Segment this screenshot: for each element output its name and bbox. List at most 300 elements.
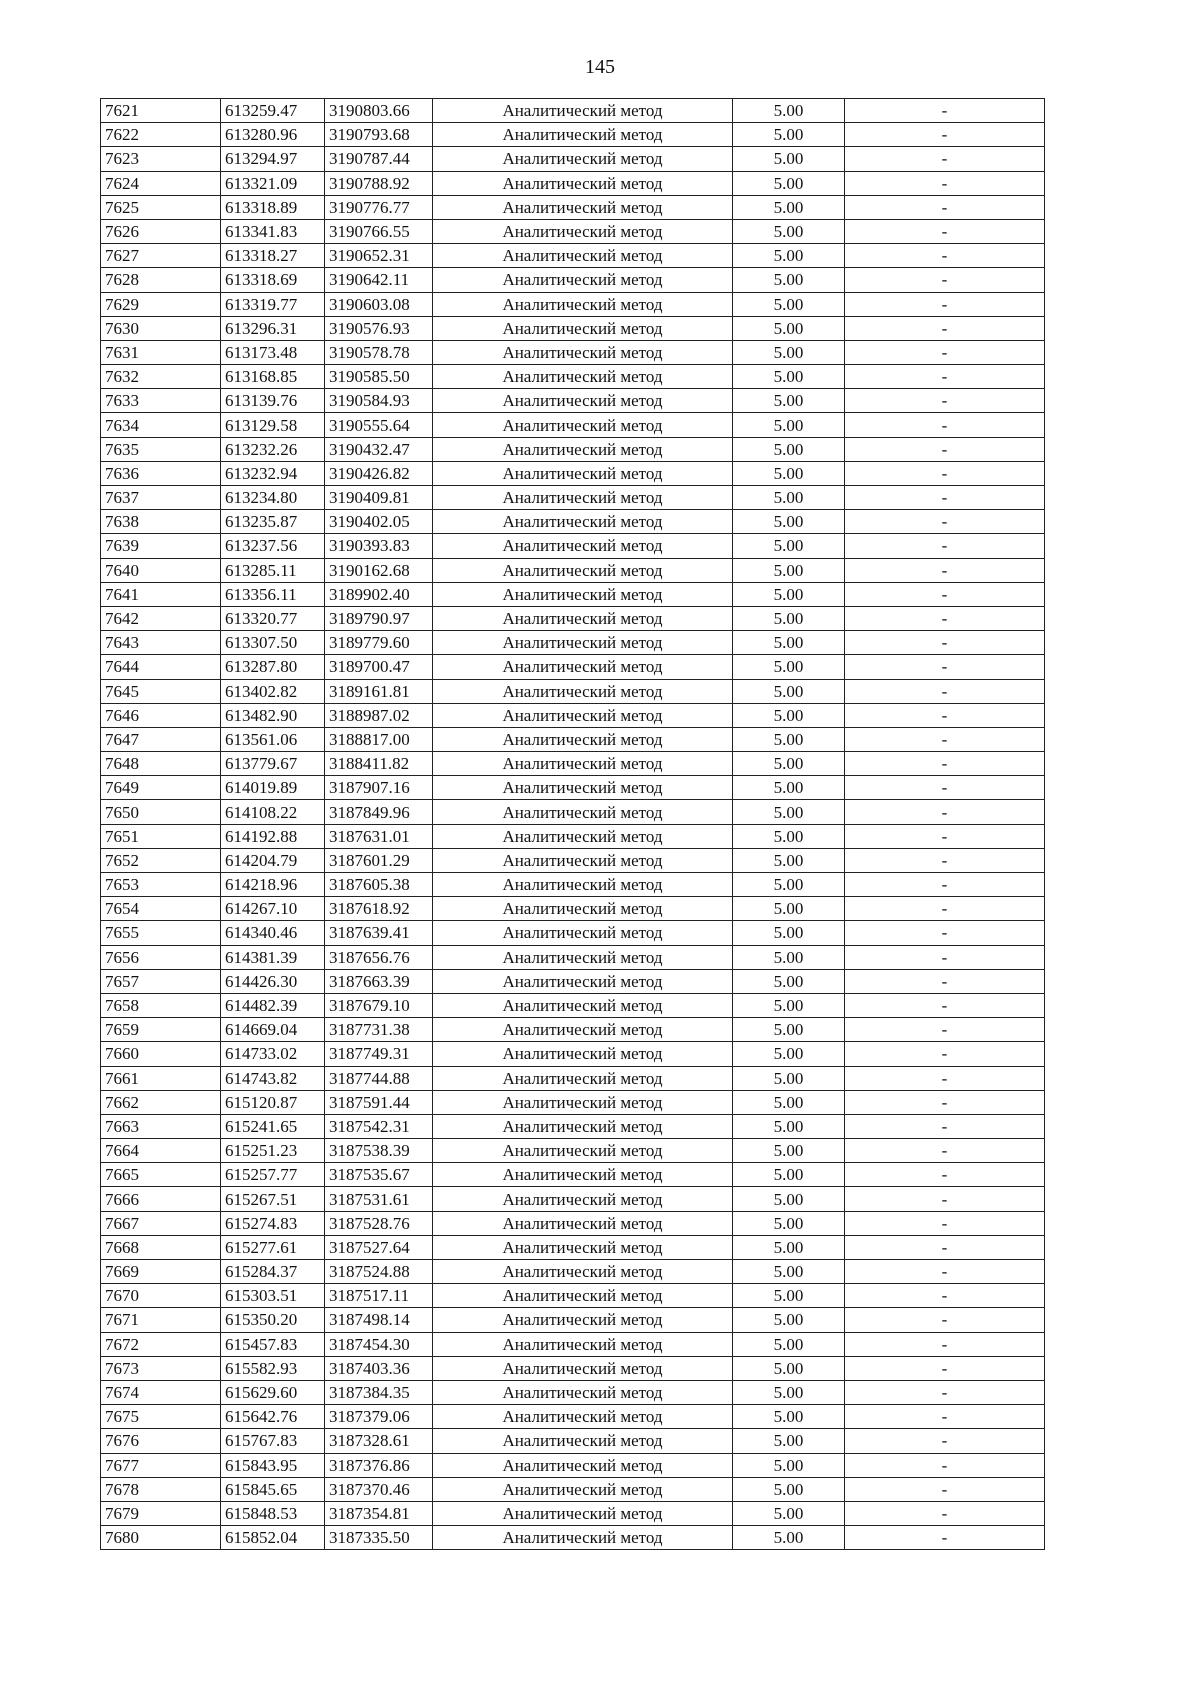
accuracy-cell: 5.00 (733, 219, 845, 243)
x-coordinate-cell: 615843.95 (221, 1453, 325, 1477)
method-cell: Аналитический метод (433, 1139, 733, 1163)
x-coordinate-cell: 613168.85 (221, 365, 325, 389)
y-coordinate-cell: 3187731.38 (325, 1018, 433, 1042)
x-coordinate-cell: 613232.94 (221, 461, 325, 485)
x-coordinate-cell: 615277.61 (221, 1235, 325, 1259)
accuracy-cell: 5.00 (733, 268, 845, 292)
y-coordinate-cell: 3190788.92 (325, 171, 433, 195)
accuracy-cell: 5.00 (733, 1477, 845, 1501)
point-number-cell: 7651 (101, 824, 221, 848)
x-coordinate-cell: 613237.56 (221, 534, 325, 558)
table-row (101, 703, 1045, 727)
x-coordinate-cell: 613402.82 (221, 679, 325, 703)
accuracy-cell: 5.00 (733, 437, 845, 461)
accuracy-cell: 5.00 (733, 171, 845, 195)
note-cell: - (845, 1429, 1045, 1453)
table-row (101, 1235, 1045, 1259)
table-row (101, 1187, 1045, 1211)
note-cell: - (845, 558, 1045, 582)
accuracy-cell: 5.00 (733, 1356, 845, 1380)
table-row (101, 316, 1045, 340)
y-coordinate-cell: 3187679.10 (325, 993, 433, 1017)
point-number-cell: 7668 (101, 1235, 221, 1259)
table-row (101, 776, 1045, 800)
y-coordinate-cell: 3189902.40 (325, 582, 433, 606)
x-coordinate-cell: 613320.77 (221, 606, 325, 630)
point-number-cell: 7636 (101, 461, 221, 485)
table-row (101, 1453, 1045, 1477)
accuracy-cell: 5.00 (733, 727, 845, 751)
table-row (101, 292, 1045, 316)
note-cell: - (845, 873, 1045, 897)
table-row (101, 873, 1045, 897)
x-coordinate-cell: 614743.82 (221, 1066, 325, 1090)
note-cell: - (845, 1405, 1045, 1429)
point-number-cell: 7629 (101, 292, 221, 316)
point-number-cell: 7630 (101, 316, 221, 340)
accuracy-cell: 5.00 (733, 340, 845, 364)
x-coordinate-cell: 614340.46 (221, 921, 325, 945)
method-cell: Аналитический метод (433, 558, 733, 582)
point-number-cell: 7639 (101, 534, 221, 558)
accuracy-cell: 5.00 (733, 365, 845, 389)
x-coordinate-cell: 614204.79 (221, 848, 325, 872)
table-row (101, 1018, 1045, 1042)
accuracy-cell: 5.00 (733, 1501, 845, 1525)
method-cell: Аналитический метод (433, 486, 733, 510)
point-number-cell: 7622 (101, 123, 221, 147)
x-coordinate-cell: 614426.30 (221, 969, 325, 993)
accuracy-cell: 5.00 (733, 848, 845, 872)
method-cell: Аналитический метод (433, 340, 733, 364)
method-cell: Аналитический метод (433, 582, 733, 606)
y-coordinate-cell: 3190642.11 (325, 268, 433, 292)
y-coordinate-cell: 3189779.60 (325, 631, 433, 655)
note-cell: - (845, 510, 1045, 534)
x-coordinate-cell: 613318.27 (221, 244, 325, 268)
point-number-cell: 7645 (101, 679, 221, 703)
x-coordinate-cell: 615274.83 (221, 1211, 325, 1235)
method-cell: Аналитический метод (433, 1356, 733, 1380)
point-number-cell: 7640 (101, 558, 221, 582)
x-coordinate-cell: 614482.39 (221, 993, 325, 1017)
point-number-cell: 7635 (101, 437, 221, 461)
point-number-cell: 7638 (101, 510, 221, 534)
x-coordinate-cell: 613318.69 (221, 268, 325, 292)
x-coordinate-cell: 615257.77 (221, 1163, 325, 1187)
method-cell: Аналитический метод (433, 292, 733, 316)
y-coordinate-cell: 3187370.46 (325, 1477, 433, 1501)
y-coordinate-cell: 3187528.76 (325, 1211, 433, 1235)
point-number-cell: 7657 (101, 969, 221, 993)
y-coordinate-cell: 3188987.02 (325, 703, 433, 727)
point-number-cell: 7670 (101, 1284, 221, 1308)
table-row (101, 147, 1045, 171)
table-row (101, 945, 1045, 969)
note-cell: - (845, 268, 1045, 292)
note-cell: - (845, 1139, 1045, 1163)
x-coordinate-cell: 615267.51 (221, 1187, 325, 1211)
x-coordinate-cell: 615848.53 (221, 1501, 325, 1525)
x-coordinate-cell: 614267.10 (221, 897, 325, 921)
accuracy-cell: 5.00 (733, 752, 845, 776)
y-coordinate-cell: 3187524.88 (325, 1260, 433, 1284)
table-row (101, 848, 1045, 872)
note-cell: - (845, 534, 1045, 558)
point-number-cell: 7654 (101, 897, 221, 921)
x-coordinate-cell: 615767.83 (221, 1429, 325, 1453)
y-coordinate-cell: 3190555.64 (325, 413, 433, 437)
point-number-cell: 7626 (101, 219, 221, 243)
x-coordinate-cell: 615284.37 (221, 1260, 325, 1284)
method-cell: Аналитический метод (433, 848, 733, 872)
table-row (101, 1429, 1045, 1453)
x-coordinate-cell: 613129.58 (221, 413, 325, 437)
method-cell: Аналитический метод (433, 897, 733, 921)
point-number-cell: 7643 (101, 631, 221, 655)
note-cell: - (845, 848, 1045, 872)
point-number-cell: 7649 (101, 776, 221, 800)
y-coordinate-cell: 3190426.82 (325, 461, 433, 485)
note-cell: - (845, 365, 1045, 389)
y-coordinate-cell: 3187531.61 (325, 1187, 433, 1211)
method-cell: Аналитический метод (433, 1260, 733, 1284)
y-coordinate-cell: 3187535.67 (325, 1163, 433, 1187)
x-coordinate-cell: 613561.06 (221, 727, 325, 751)
method-cell: Аналитический метод (433, 171, 733, 195)
note-cell: - (845, 1356, 1045, 1380)
table-row (101, 921, 1045, 945)
table-row (101, 631, 1045, 655)
accuracy-cell: 5.00 (733, 195, 845, 219)
accuracy-cell: 5.00 (733, 1284, 845, 1308)
accuracy-cell: 5.00 (733, 582, 845, 606)
point-number-cell: 7667 (101, 1211, 221, 1235)
note-cell: - (845, 655, 1045, 679)
accuracy-cell: 5.00 (733, 1405, 845, 1429)
x-coordinate-cell: 615251.23 (221, 1139, 325, 1163)
y-coordinate-cell: 3190584.93 (325, 389, 433, 413)
table-row (101, 969, 1045, 993)
note-cell: - (845, 1526, 1045, 1550)
note-cell: - (845, 195, 1045, 219)
method-cell: Аналитический метод (433, 316, 733, 340)
accuracy-cell: 5.00 (733, 413, 845, 437)
y-coordinate-cell: 3190578.78 (325, 340, 433, 364)
accuracy-cell: 5.00 (733, 1235, 845, 1259)
method-cell: Аналитический метод (433, 510, 733, 534)
method-cell: Аналитический метод (433, 1211, 733, 1235)
coordinates-table (100, 98, 1045, 1550)
method-cell: Аналитический метод (433, 1284, 733, 1308)
y-coordinate-cell: 3187618.92 (325, 897, 433, 921)
table-row (101, 1163, 1045, 1187)
table-row (101, 993, 1045, 1017)
y-coordinate-cell: 3187744.88 (325, 1066, 433, 1090)
method-cell: Аналитический метод (433, 99, 733, 123)
table-row (101, 1405, 1045, 1429)
method-cell: Аналитический метод (433, 1163, 733, 1187)
x-coordinate-cell: 614733.02 (221, 1042, 325, 1066)
accuracy-cell: 5.00 (733, 655, 845, 679)
x-coordinate-cell: 615642.76 (221, 1405, 325, 1429)
point-number-cell: 7646 (101, 703, 221, 727)
y-coordinate-cell: 3188817.00 (325, 727, 433, 751)
table-row (101, 897, 1045, 921)
accuracy-cell: 5.00 (733, 1429, 845, 1453)
table-row (101, 437, 1045, 461)
point-number-cell: 7642 (101, 606, 221, 630)
y-coordinate-cell: 3187591.44 (325, 1090, 433, 1114)
note-cell: - (845, 800, 1045, 824)
accuracy-cell: 5.00 (733, 897, 845, 921)
note-cell: - (845, 1187, 1045, 1211)
y-coordinate-cell: 3187605.38 (325, 873, 433, 897)
point-number-cell: 7621 (101, 99, 221, 123)
table-row (101, 752, 1045, 776)
method-cell: Аналитический метод (433, 389, 733, 413)
y-coordinate-cell: 3187498.14 (325, 1308, 433, 1332)
table-row (101, 195, 1045, 219)
x-coordinate-cell: 614019.89 (221, 776, 325, 800)
accuracy-cell: 5.00 (733, 1090, 845, 1114)
note-cell: - (845, 969, 1045, 993)
method-cell: Аналитический метод (433, 1477, 733, 1501)
point-number-cell: 7625 (101, 195, 221, 219)
point-number-cell: 7678 (101, 1477, 221, 1501)
accuracy-cell: 5.00 (733, 389, 845, 413)
y-coordinate-cell: 3187631.01 (325, 824, 433, 848)
x-coordinate-cell: 615457.83 (221, 1332, 325, 1356)
note-cell: - (845, 437, 1045, 461)
method-cell: Аналитический метод (433, 413, 733, 437)
accuracy-cell: 5.00 (733, 1332, 845, 1356)
point-number-cell: 7679 (101, 1501, 221, 1525)
point-number-cell: 7633 (101, 389, 221, 413)
x-coordinate-cell: 613318.89 (221, 195, 325, 219)
point-number-cell: 7627 (101, 244, 221, 268)
y-coordinate-cell: 3190766.55 (325, 219, 433, 243)
accuracy-cell: 5.00 (733, 1453, 845, 1477)
accuracy-cell: 5.00 (733, 534, 845, 558)
point-number-cell: 7653 (101, 873, 221, 897)
point-number-cell: 7634 (101, 413, 221, 437)
accuracy-cell: 5.00 (733, 703, 845, 727)
table-row (101, 1090, 1045, 1114)
x-coordinate-cell: 615845.65 (221, 1477, 325, 1501)
method-cell: Аналитический метод (433, 679, 733, 703)
table-row (101, 171, 1045, 195)
note-cell: - (845, 1380, 1045, 1404)
method-cell: Аналитический метод (433, 969, 733, 993)
table-row (101, 534, 1045, 558)
accuracy-cell: 5.00 (733, 993, 845, 1017)
x-coordinate-cell: 613280.96 (221, 123, 325, 147)
accuracy-cell: 5.00 (733, 486, 845, 510)
table-row (101, 1139, 1045, 1163)
accuracy-cell: 5.00 (733, 1526, 845, 1550)
table-row (101, 1114, 1045, 1138)
note-cell: - (845, 1260, 1045, 1284)
table-row (101, 1356, 1045, 1380)
table-row (101, 582, 1045, 606)
x-coordinate-cell: 614108.22 (221, 800, 325, 824)
accuracy-cell: 5.00 (733, 147, 845, 171)
x-coordinate-cell: 614218.96 (221, 873, 325, 897)
y-coordinate-cell: 3187379.06 (325, 1405, 433, 1429)
note-cell: - (845, 1453, 1045, 1477)
point-number-cell: 7644 (101, 655, 221, 679)
accuracy-cell: 5.00 (733, 1042, 845, 1066)
x-coordinate-cell: 614669.04 (221, 1018, 325, 1042)
point-number-cell: 7660 (101, 1042, 221, 1066)
note-cell: - (845, 606, 1045, 630)
x-coordinate-cell: 615120.87 (221, 1090, 325, 1114)
y-coordinate-cell: 3187328.61 (325, 1429, 433, 1453)
method-cell: Аналитический метод (433, 1018, 733, 1042)
table-row (101, 461, 1045, 485)
y-coordinate-cell: 3187384.35 (325, 1380, 433, 1404)
accuracy-cell: 5.00 (733, 631, 845, 655)
point-number-cell: 7628 (101, 268, 221, 292)
point-number-cell: 7671 (101, 1308, 221, 1332)
accuracy-cell: 5.00 (733, 244, 845, 268)
note-cell: - (845, 993, 1045, 1017)
point-number-cell: 7623 (101, 147, 221, 171)
table-row (101, 486, 1045, 510)
note-cell: - (845, 1163, 1045, 1187)
method-cell: Аналитический метод (433, 1429, 733, 1453)
method-cell: Аналитический метод (433, 1526, 733, 1550)
x-coordinate-cell: 613234.80 (221, 486, 325, 510)
accuracy-cell: 5.00 (733, 1380, 845, 1404)
note-cell: - (845, 582, 1045, 606)
y-coordinate-cell: 3190432.47 (325, 437, 433, 461)
point-number-cell: 7648 (101, 752, 221, 776)
y-coordinate-cell: 3187454.30 (325, 1332, 433, 1356)
method-cell: Аналитический метод (433, 727, 733, 751)
accuracy-cell: 5.00 (733, 1139, 845, 1163)
method-cell: Аналитический метод (433, 1405, 733, 1429)
accuracy-cell: 5.00 (733, 1308, 845, 1332)
accuracy-cell: 5.00 (733, 1260, 845, 1284)
method-cell: Аналитический метод (433, 437, 733, 461)
table-row (101, 606, 1045, 630)
x-coordinate-cell: 613321.09 (221, 171, 325, 195)
note-cell: - (845, 945, 1045, 969)
accuracy-cell: 5.00 (733, 1114, 845, 1138)
note-cell: - (845, 123, 1045, 147)
table-row (101, 655, 1045, 679)
method-cell: Аналитический метод (433, 1501, 733, 1525)
point-number-cell: 7662 (101, 1090, 221, 1114)
y-coordinate-cell: 3187663.39 (325, 969, 433, 993)
method-cell: Аналитический метод (433, 244, 733, 268)
page-number: 145 (585, 56, 615, 78)
x-coordinate-cell: 613287.80 (221, 655, 325, 679)
method-cell: Аналитический метод (433, 1453, 733, 1477)
y-coordinate-cell: 3190585.50 (325, 365, 433, 389)
table-body (101, 99, 1045, 1550)
method-cell: Аналитический метод (433, 147, 733, 171)
point-number-cell: 7676 (101, 1429, 221, 1453)
note-cell: - (845, 219, 1045, 243)
table-row (101, 510, 1045, 534)
x-coordinate-cell: 615303.51 (221, 1284, 325, 1308)
y-coordinate-cell: 3187656.76 (325, 945, 433, 969)
point-number-cell: 7624 (101, 171, 221, 195)
x-coordinate-cell: 613341.83 (221, 219, 325, 243)
y-coordinate-cell: 3187354.81 (325, 1501, 433, 1525)
note-cell: - (845, 1501, 1045, 1525)
method-cell: Аналитический метод (433, 123, 733, 147)
table-row (101, 123, 1045, 147)
method-cell: Аналитический метод (433, 800, 733, 824)
x-coordinate-cell: 615241.65 (221, 1114, 325, 1138)
method-cell: Аналитический метод (433, 824, 733, 848)
table-row (101, 1042, 1045, 1066)
method-cell: Аналитический метод (433, 268, 733, 292)
note-cell: - (845, 486, 1045, 510)
accuracy-cell: 5.00 (733, 99, 845, 123)
x-coordinate-cell: 613235.87 (221, 510, 325, 534)
method-cell: Аналитический метод (433, 752, 733, 776)
note-cell: - (845, 776, 1045, 800)
table-row (101, 800, 1045, 824)
accuracy-cell: 5.00 (733, 1066, 845, 1090)
method-cell: Аналитический метод (433, 534, 733, 558)
point-number-cell: 7637 (101, 486, 221, 510)
method-cell: Аналитический метод (433, 606, 733, 630)
method-cell: Аналитический метод (433, 195, 733, 219)
y-coordinate-cell: 3187335.50 (325, 1526, 433, 1550)
point-number-cell: 7669 (101, 1260, 221, 1284)
method-cell: Аналитический метод (433, 873, 733, 897)
x-coordinate-cell: 614192.88 (221, 824, 325, 848)
y-coordinate-cell: 3188411.82 (325, 752, 433, 776)
x-coordinate-cell: 615350.20 (221, 1308, 325, 1332)
note-cell: - (845, 897, 1045, 921)
x-coordinate-cell: 613482.90 (221, 703, 325, 727)
x-coordinate-cell: 613296.31 (221, 316, 325, 340)
accuracy-cell: 5.00 (733, 316, 845, 340)
y-coordinate-cell: 3190652.31 (325, 244, 433, 268)
x-coordinate-cell: 613232.26 (221, 437, 325, 461)
point-number-cell: 7666 (101, 1187, 221, 1211)
method-cell: Аналитический метод (433, 1090, 733, 1114)
note-cell: - (845, 1477, 1045, 1501)
table-row (101, 727, 1045, 751)
method-cell: Аналитический метод (433, 1380, 733, 1404)
point-number-cell: 7659 (101, 1018, 221, 1042)
accuracy-cell: 5.00 (733, 873, 845, 897)
y-coordinate-cell: 3190793.68 (325, 123, 433, 147)
y-coordinate-cell: 3190162.68 (325, 558, 433, 582)
note-cell: - (845, 1042, 1045, 1066)
accuracy-cell: 5.00 (733, 558, 845, 582)
accuracy-cell: 5.00 (733, 969, 845, 993)
y-coordinate-cell: 3187527.64 (325, 1235, 433, 1259)
accuracy-cell: 5.00 (733, 1163, 845, 1187)
accuracy-cell: 5.00 (733, 1187, 845, 1211)
accuracy-cell: 5.00 (733, 1018, 845, 1042)
table-row (101, 1260, 1045, 1284)
point-number-cell: 7672 (101, 1332, 221, 1356)
y-coordinate-cell: 3190776.77 (325, 195, 433, 219)
y-coordinate-cell: 3190787.44 (325, 147, 433, 171)
point-number-cell: 7661 (101, 1066, 221, 1090)
table-row (101, 389, 1045, 413)
